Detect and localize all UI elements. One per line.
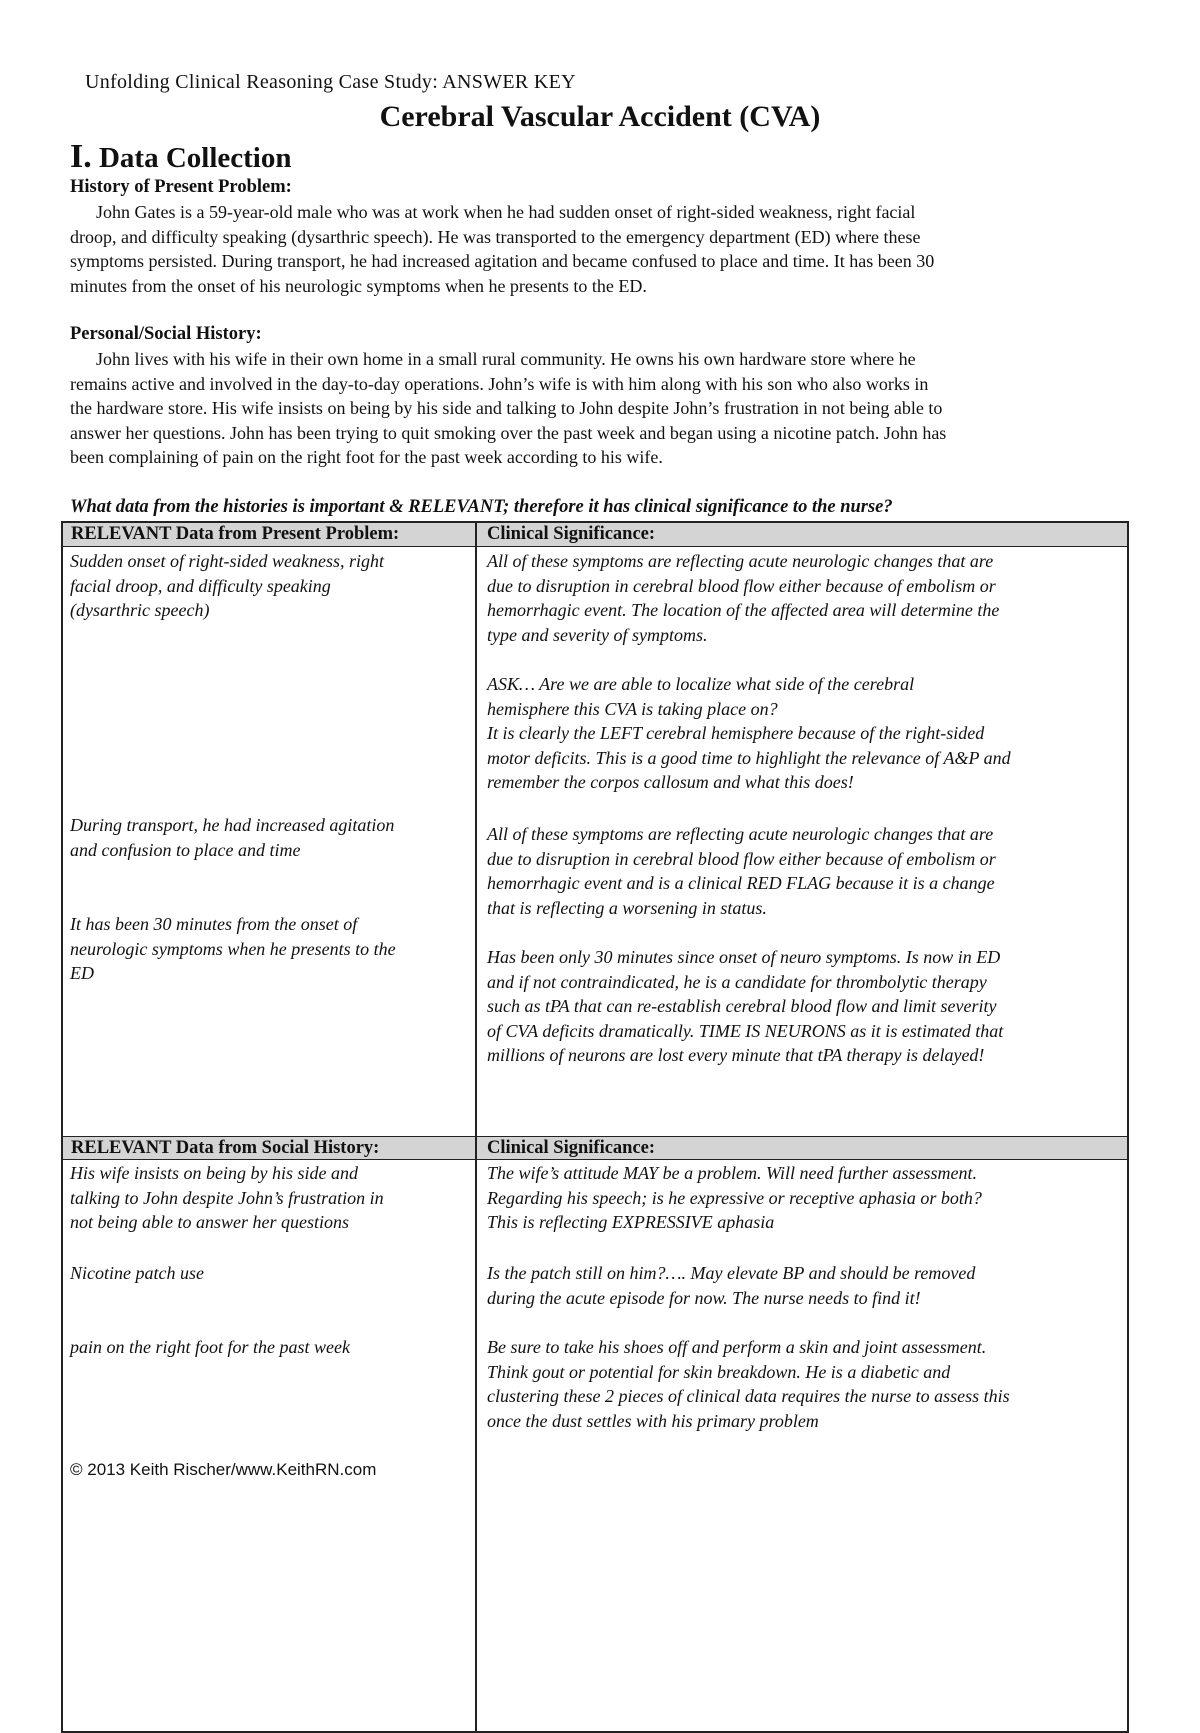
social-data-cell	[70, 1261, 470, 1286]
cell-line: such as tPA that can re-establish cerebral blood flow and limit severity	[487, 996, 997, 1017]
cell-line: hemisphere this CVA is taking place on?	[487, 698, 778, 719]
social-line: answer her questions. John has been trying to quit smoking over the past week and began using a nicotine patch. John has	[70, 422, 947, 443]
significance-cell	[487, 1335, 1122, 1433]
cell-line: Think gout or potential for skin breakdown. He is a diabetic and	[487, 1361, 951, 1382]
cell-line: talking to John despite John’s frustration in	[70, 1187, 384, 1208]
history-line: John Gates is a 59-year-old male who was at work when he had sudden onset of right-sided weakness, right facial	[96, 202, 916, 222]
social-data-cell	[70, 1335, 470, 1360]
cell-line: neurologic symptoms when he presents to the	[70, 938, 396, 959]
social-heading: Personal/Social History:	[70, 324, 262, 344]
cell-line: His wife insists on being by his side and	[70, 1163, 358, 1183]
social-line: remains active and involved in the day-to-day operations. John’s wife is with him along with his son who also works in	[70, 373, 929, 394]
cell-line: during the acute episode for now. The nurse needs to find it!	[487, 1287, 921, 1308]
history-line: minutes from the onset of his neurologic symptoms when he presents to the ED.	[70, 275, 647, 296]
cell-line: Sudden onset of right-sided weakness, right	[70, 551, 384, 571]
present-data-cell	[70, 912, 470, 986]
cell-line: It is clearly the LEFT cerebral hemisphere because of the right-sided	[487, 723, 985, 744]
cell-line: due to disruption in cerebral blood flow either because of embolism or	[487, 575, 996, 596]
cell-line: ASK… Are we are able to localize what side of the cerebral	[487, 673, 915, 694]
copyright-footer: © 2013 Keith Rischer/www.KeithRN.com	[70, 1460, 377, 1479]
social-line: the hardware store. His wife insists on being by his side and talking to John despite John’s frustration in not being able to	[70, 398, 943, 419]
present-data-header: RELEVANT Data from Present Problem:	[71, 524, 400, 544]
social-data-cell	[70, 1161, 470, 1235]
significance-header: Clinical Significance:	[487, 1138, 656, 1158]
cell-line: (dysarthric speech)	[70, 600, 210, 621]
social-data-header: RELEVANT Data from Social History:	[71, 1138, 380, 1158]
present-data-cell	[70, 549, 470, 623]
cell-line: Be sure to take his shoes off and perform a skin and joint assessment.	[487, 1337, 987, 1357]
cell-line: clustering these 2 pieces of clinical data requires the nurse to assess this	[487, 1386, 1010, 1407]
document-kicker: Unfolding Clinical Reasoning Case Study: ANSWER KEY	[85, 71, 576, 93]
table-header-row	[63, 523, 1127, 547]
cell-line: of CVA deficits dramatically. TIME IS NEURONS as it is estimated that	[487, 1020, 1004, 1041]
significance-cell	[487, 1261, 1122, 1310]
social-paragraph	[70, 347, 1135, 470]
cell-line	[487, 647, 1122, 672]
cell-line: Is the patch still on him?…. May elevate BP and should be removed	[487, 1263, 976, 1283]
cell-line: and confusion to place and time	[70, 839, 301, 860]
history-heading: History of Present Problem:	[70, 177, 292, 197]
cell-line: motor deficits. This is a good time to highlight the relevance of A&P and	[487, 747, 1011, 768]
cell-line: Regarding his speech; is he expressive or receptive aphasia or both?	[487, 1187, 982, 1208]
cell-line: type and severity of symptoms.	[487, 624, 708, 645]
present-data-cell	[70, 813, 470, 862]
column-divider	[475, 521, 477, 1733]
history-paragraph	[70, 200, 1135, 298]
section-label: Data Collection	[98, 142, 292, 174]
cell-line: and if not contraindicated, he is a candidate for thrombolytic therapy	[487, 971, 987, 992]
section-heading	[70, 138, 291, 176]
significance-cell	[487, 1161, 1122, 1235]
social-line: John lives with his wife in their own home in a small rural community. He owns his own hardware store where he	[96, 349, 916, 369]
section-numeral: I.	[70, 138, 92, 175]
cell-line: The wife’s attitude MAY be a problem. Will need further assessment.	[487, 1163, 977, 1183]
cell-line: Has been only 30 minutes since onset of neuro symptoms. Is now in ED	[487, 947, 1001, 967]
cell-line: All of these symptoms are reflecting acute neurologic changes that are	[487, 824, 994, 844]
cell-line: During transport, he had increased agitation	[70, 815, 395, 835]
cell-line: hemorrhagic event and is a clinical RED FLAG because it is a change	[487, 873, 995, 894]
cell-line: It has been 30 minutes from the onset of	[70, 914, 358, 934]
social-line: been complaining of pain on the right foot for the past week according to his wife.	[70, 447, 663, 468]
cell-line: ED	[70, 963, 94, 984]
cell-line: All of these symptoms are reflecting acute neurologic changes that are	[487, 551, 994, 571]
cell-line: pain on the right foot for the past week	[70, 1337, 350, 1357]
cell-line: hemorrhagic event. The location of the affected area will determine the	[487, 600, 1000, 621]
cell-line: facial droop, and difficulty speaking	[70, 575, 331, 596]
document-title: Cerebral Vascular Accident (CVA)	[379, 100, 821, 133]
cell-line: millions of neurons are lost every minute that tPA therapy is delayed!	[487, 1045, 985, 1066]
relevance-question: What data from the histories is important & RELEVANT; therefore it has clinical significance to the nurse?	[70, 497, 893, 517]
table-header-row	[63, 1136, 1127, 1160]
history-line: droop, and difficulty speaking (dysarthric speech). He was transported to the emergency department (ED) where these	[70, 226, 921, 247]
significance-header: Clinical Significance:	[487, 524, 656, 544]
cell-line: once the dust settles with his primary problem	[487, 1410, 819, 1431]
cell-line: not being able to answer her questions	[70, 1212, 349, 1233]
cell-line: This is reflecting EXPRESSIVE aphasia	[487, 1212, 775, 1233]
cell-line: that is reflecting a worsening in status.	[487, 897, 767, 918]
significance-cell	[487, 945, 1122, 1068]
significance-cell	[487, 549, 1122, 795]
history-line: symptoms persisted. During transport, he had increased agitation and became confused to place and time. It has been 30	[70, 251, 935, 272]
cell-line: due to disruption in cerebral blood flow either because of embolism or	[487, 848, 996, 869]
cell-line: remember the corpos callosum and what this does!	[487, 772, 854, 793]
significance-cell	[487, 822, 1122, 920]
cell-line: Nicotine patch use	[70, 1263, 204, 1283]
